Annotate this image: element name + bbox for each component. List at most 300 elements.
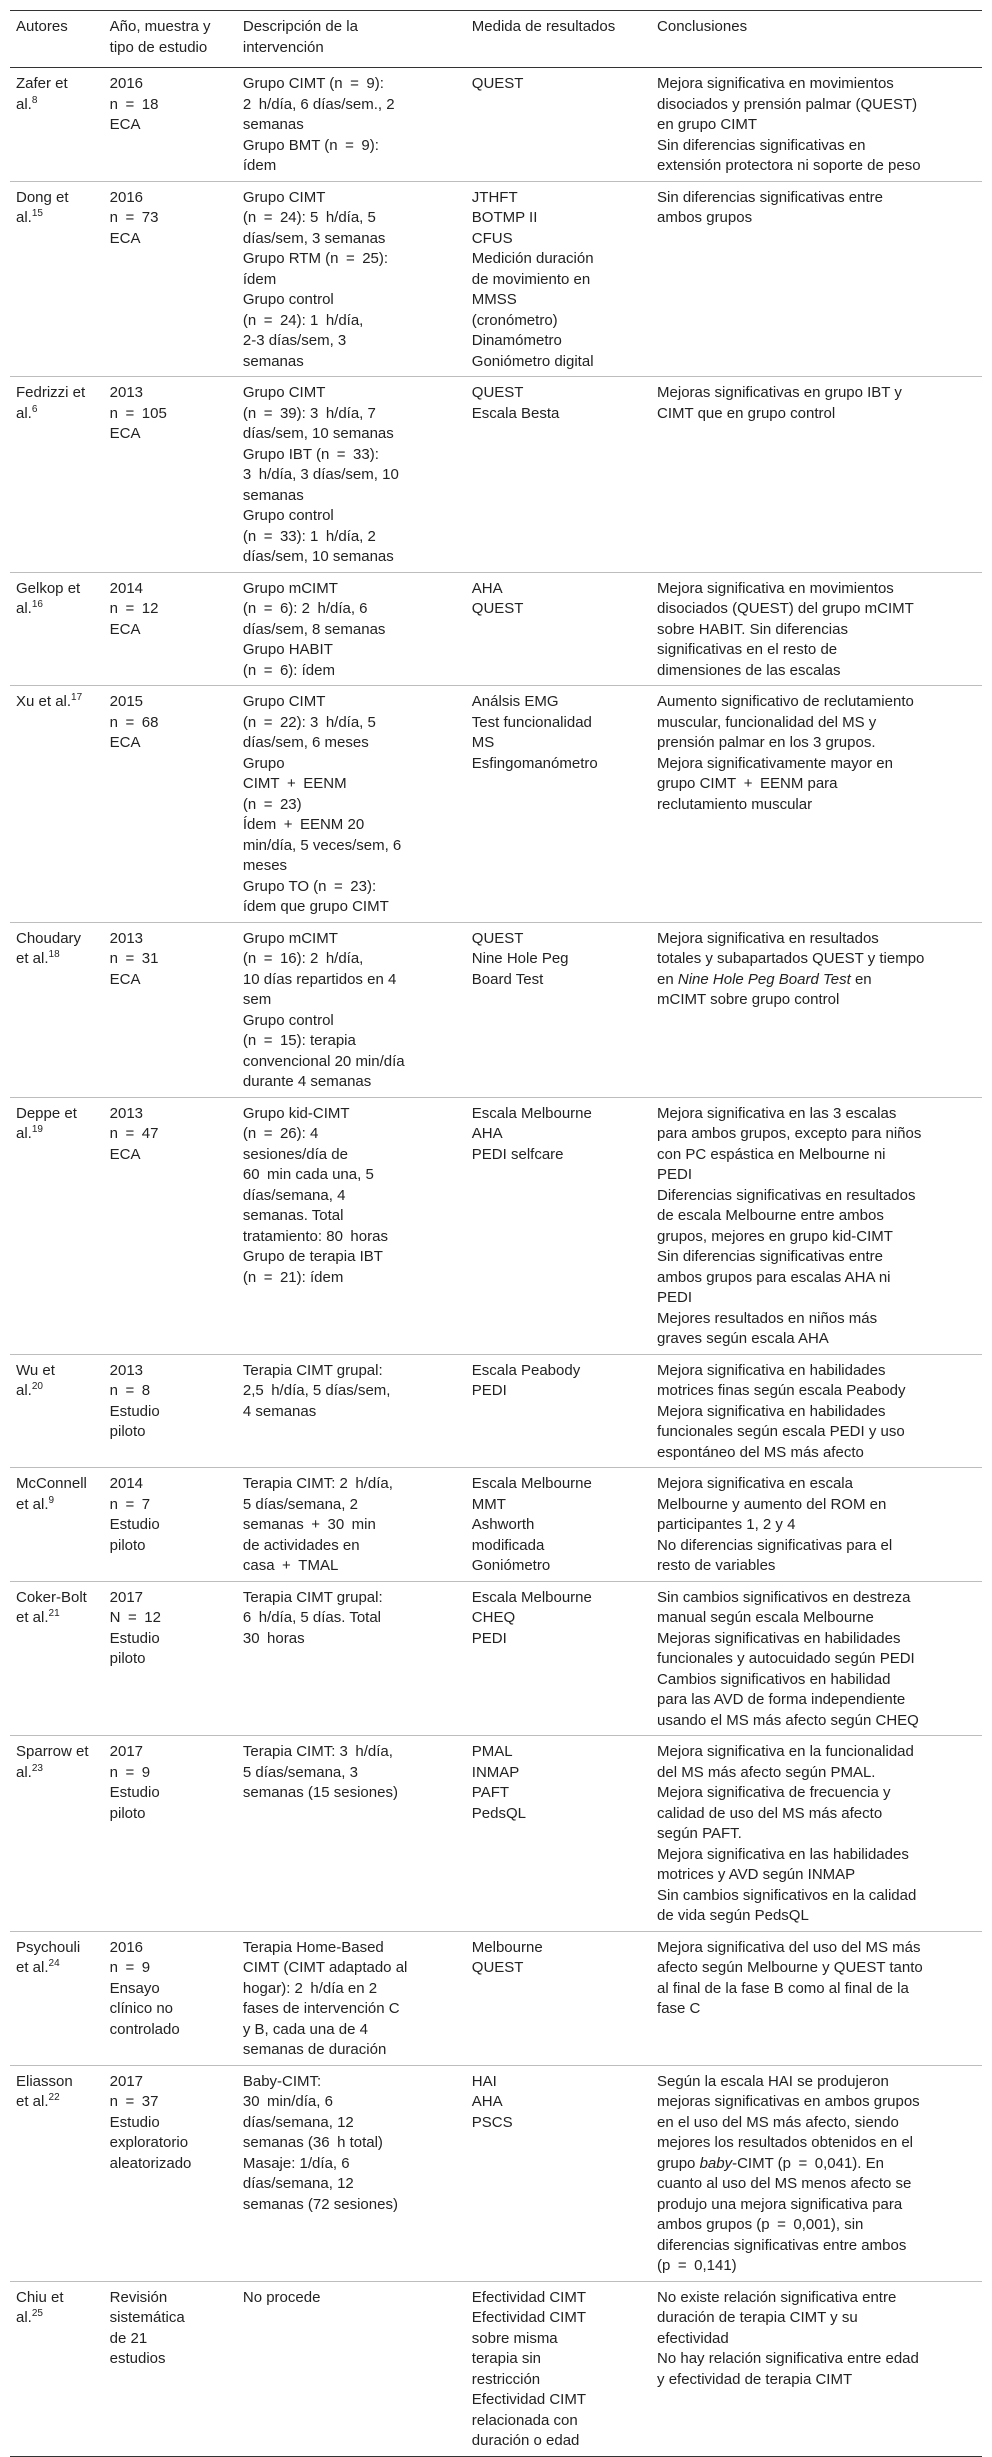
- author-line: [16, 1361, 98, 1382]
- cell-study-line: n = 18: [109, 95, 159, 113]
- reference-superscript: 6: [31, 403, 38, 415]
- cell-study-line: ECA: [109, 1145, 141, 1163]
- cell-conclusions-line: mejores los resultados obtenidos en el: [657, 2134, 914, 2151]
- cell-intervention-line: meses: [242, 857, 288, 874]
- cell-intervention-line: 2,5 h/día, 5 días/sem,: [242, 1382, 391, 1399]
- cell-intervention-line: días/sem, 10 semanas: [242, 548, 394, 565]
- cell-conclusions-line: Mejora significativa en movimientos: [657, 75, 894, 92]
- cell-measures: [466, 686, 651, 923]
- cell-conclusions-line: dimensiones de las escalas: [657, 661, 841, 679]
- cell-study-line: de 21: [109, 2329, 148, 2347]
- cell-author: [10, 1736, 104, 1932]
- table-row: [10, 1581, 982, 1736]
- cell-intervention-line: CIMT + EENM: [242, 775, 347, 792]
- text-fragment: -CIMT (p = 0,041). En: [732, 2154, 884, 2172]
- cell-study-line: Estudio: [109, 1629, 160, 1647]
- cell-intervention-line: Grupo CIMT: [242, 384, 326, 401]
- cell-intervention-line: Baby-CIMT:: [242, 2072, 322, 2090]
- cell-measures-line: Medición duración: [471, 250, 594, 267]
- author-line: [16, 1742, 98, 1763]
- cell-study-line: Estudio: [109, 1784, 160, 1801]
- author-text: et al.: [16, 950, 49, 967]
- cell-conclusions-line: duración de terapia CIMT y su: [657, 2309, 858, 2326]
- cell-conclusions: [651, 1354, 982, 1468]
- cell-conclusions-line: Mejora significativa en resultados: [657, 929, 879, 947]
- cell-intervention-line: días/sem, 3 semanas: [242, 229, 386, 247]
- cell-study-line: n = 105: [109, 404, 167, 422]
- cell-study-line: n = 31: [109, 950, 159, 967]
- header-conclusions: [651, 11, 982, 68]
- author-text: Eliasson: [16, 2072, 73, 2090]
- cell-conclusions-line: según PAFT.: [657, 1825, 742, 1842]
- cell-study-line: n = 8: [109, 1382, 151, 1399]
- cell-intervention-line: Ídem + EENM 20: [242, 816, 365, 833]
- cell-conclusions-line: Mejora significativa del uso del MS más: [657, 1938, 921, 1956]
- cell-author: [10, 1468, 104, 1582]
- cell-measures-line: AHA: [471, 2093, 503, 2110]
- text-fragment: en: [657, 970, 678, 988]
- cell-intervention-line: semanas (72 sesiones): [242, 2195, 398, 2213]
- cell-intervention-line: semanas de duración: [242, 2041, 387, 2058]
- cell-intervention-line: 6 h/día, 5 días. Total: [242, 1609, 382, 1626]
- cell-intervention-line: (n = 21): ídem: [242, 1268, 344, 1286]
- cell-study-line: piloto: [109, 1650, 146, 1667]
- cell-conclusions-line: grupos, mejores en grupo kid-CIMT: [657, 1227, 893, 1245]
- cell-intervention-line: 3 h/día, 3 días/sem, 10: [242, 466, 399, 483]
- cell-conclusions-line: No diferencias significativas para el: [657, 1536, 893, 1554]
- cell-study-line: 2013: [109, 1104, 144, 1122]
- cell-conclusions-line: [657, 2154, 976, 2175]
- cell-intervention-line: Grupo control: [242, 1011, 334, 1029]
- author-text: Wu et: [16, 1361, 55, 1379]
- cell-intervention: [237, 2065, 466, 2281]
- cell-intervention-line: (n = 24): 1 h/día,: [242, 311, 364, 329]
- cell-measures-line: Test funcionalidad: [471, 713, 592, 731]
- cell-measures-line: INMAP: [471, 1763, 520, 1781]
- cell-intervention-line: 2 h/día, 6 días/sem., 2: [242, 95, 395, 113]
- author-line: [16, 2288, 98, 2309]
- cell-measures-line: relacionada con: [471, 2411, 578, 2429]
- cell-conclusions-line: prensión palmar en los 3 grupos.: [657, 734, 876, 751]
- cell-intervention-line: 30 horas: [242, 1629, 305, 1647]
- cell-study-line: ECA: [109, 116, 141, 133]
- cell-conclusions-line: totales y subapartados QUEST y tiempo: [657, 950, 925, 967]
- author-text: Gelkop et: [16, 579, 81, 597]
- cell-conclusions-line: CIMT que en grupo control: [657, 404, 836, 422]
- cell-measures-line: Escala Besta: [471, 404, 560, 422]
- cell-conclusions-line: reclutamiento muscular: [657, 795, 813, 813]
- cell-intervention-line: (n = 24): 5 h/día, 5: [242, 209, 376, 226]
- reference-superscript: 23: [31, 1762, 43, 1774]
- header-line: tipo de estudio: [109, 38, 208, 56]
- cell-intervention-line: (n = 39): 3 h/día, 7: [242, 404, 376, 422]
- cell-conclusions-line: Mejora significativamente mayor en: [657, 754, 893, 772]
- author-line: [16, 1588, 98, 1609]
- cell-intervention-line: Grupo BMT (n = 9):: [242, 136, 379, 154]
- cell-measures-line: QUEST: [471, 384, 524, 401]
- cell-intervention-line: (n = 26): 4: [242, 1125, 319, 1142]
- cell-measures-line: HAI: [471, 2072, 497, 2090]
- cell-measures-line: PedsQL: [471, 1804, 526, 1822]
- header-study: [104, 11, 237, 68]
- cell-intervention-line: min/día, 5 veces/sem, 6: [242, 836, 402, 854]
- cell-intervention-line: Grupo CIMT: [242, 188, 326, 206]
- cell-measures-line: PMAL: [471, 1743, 513, 1760]
- cell-study: [104, 2281, 237, 2456]
- table-row: [10, 68, 982, 182]
- cell-measures: [466, 377, 651, 573]
- cell-measures-line: Efectividad CIMT: [471, 2288, 586, 2306]
- cell-conclusions-line: (p = 0,141): [657, 2257, 737, 2274]
- cell-measures-line: PAFT: [471, 1784, 510, 1801]
- cell-measures: [466, 1931, 651, 2065]
- cell-intervention-line: días/sem, 8 semanas: [242, 620, 386, 638]
- author-line: [16, 74, 98, 95]
- cell-conclusions-line: No existe relación significativa entre: [657, 2288, 897, 2306]
- cell-intervention-line: Terapia CIMT: 3 h/día,: [242, 1743, 393, 1760]
- cell-measures-line: restricción: [471, 2370, 541, 2388]
- author-line: [16, 692, 98, 713]
- reference-superscript: 16: [31, 599, 43, 610]
- cell-conclusions-line: y efectividad de terapia CIMT: [657, 2370, 853, 2388]
- cell-intervention-line: 5 días/semana, 2: [242, 1495, 358, 1513]
- author-text: Deppe et: [16, 1104, 77, 1122]
- cell-conclusions-line: PEDI: [657, 1289, 693, 1306]
- table-row: [10, 686, 982, 923]
- author-line: [16, 2092, 98, 2113]
- cell-study-line: sistemática: [109, 2309, 185, 2326]
- cell-conclusions-line: de vida según PedsQL: [657, 1907, 809, 1924]
- cell-study-line: estudios: [109, 2350, 166, 2367]
- author-line: [16, 1958, 98, 1979]
- cell-measures-line: PSCS: [471, 2113, 513, 2131]
- author-line: [16, 929, 98, 950]
- cell-conclusions-line: participantes 1, 2 y 4: [657, 1516, 796, 1533]
- cell-author: [10, 181, 104, 377]
- cell-author: [10, 2281, 104, 2456]
- cell-conclusions-line: resto de variables: [657, 1557, 776, 1574]
- cell-intervention-line: Grupo de terapia IBT: [242, 1248, 383, 1265]
- cell-intervention-line: semanas (36 h total): [242, 2134, 383, 2151]
- cell-conclusions: [651, 2281, 982, 2456]
- cell-intervention-line: hogar): 2 h/día en 2: [242, 1979, 378, 1997]
- cell-study-line: Estudio: [109, 1516, 160, 1533]
- cell-measures-line: Goniómetro digital: [471, 352, 594, 370]
- cell-measures: [466, 2281, 651, 2456]
- cell-intervention-line: tratamiento: 80 horas: [242, 1227, 388, 1245]
- cell-study: [104, 68, 237, 182]
- cell-measures-line: BOTMP II: [471, 209, 538, 226]
- cell-study-line: 2016: [109, 75, 144, 92]
- author-line: [16, 1938, 98, 1959]
- header-line: Descripción de la: [242, 18, 358, 35]
- cell-intervention-line: Terapia CIMT grupal:: [242, 1361, 383, 1379]
- cell-conclusions-line: ambos grupos para escalas AHA ni: [657, 1268, 891, 1286]
- reference-superscript: 9: [48, 1494, 55, 1506]
- cell-intervention-line: días/sem, 10 semanas: [242, 425, 394, 442]
- cell-conclusions-line: Mejora significativa en la funcionalidad: [657, 1743, 914, 1760]
- cell-conclusions-line: Sin diferencias significativas en: [657, 136, 866, 154]
- cell-intervention-line: 5 días/semana, 3: [242, 1763, 358, 1781]
- cell-conclusions: [651, 1468, 982, 1582]
- cell-study: [104, 572, 237, 686]
- author-line: [16, 949, 98, 970]
- cell-conclusions-line: cuanto al uso del MS menos afecto se: [657, 2175, 912, 2192]
- cell-measures-line: Efectividad CIMT: [471, 2309, 586, 2326]
- reference-superscript: 18: [48, 949, 60, 960]
- cell-conclusions: [651, 922, 982, 1097]
- cell-conclusions-line: disociados y prensión palmar (QUEST): [657, 95, 918, 113]
- cell-study-line: ECA: [109, 229, 141, 247]
- cell-conclusions-line: produjo una mejora significativa para: [657, 2195, 903, 2213]
- cell-author: [10, 1581, 104, 1736]
- cell-intervention: [237, 68, 466, 182]
- reference-superscript: 20: [31, 1381, 43, 1392]
- cell-study-line: piloto: [109, 1536, 146, 1554]
- cell-conclusions-line: afecto según Melbourne y QUEST tanto: [657, 1959, 923, 1976]
- cell-conclusions-line: de escala Melbourne entre ambos: [657, 1207, 884, 1224]
- cell-study-line: n = 12: [109, 600, 159, 617]
- cell-conclusions-line: calidad de uso del MS más afecto: [657, 1804, 883, 1822]
- cell-intervention-line: durante 4 semanas: [242, 1073, 372, 1090]
- cell-study-line: 2015: [109, 693, 144, 710]
- cell-study-line: 2013: [109, 1361, 144, 1379]
- author-text: al.: [16, 1382, 32, 1399]
- cell-study: [104, 686, 237, 923]
- cell-author: [10, 377, 104, 573]
- cell-intervention: [237, 1736, 466, 1932]
- table-row: [10, 377, 982, 573]
- cell-conclusions-line: Melbourne y aumento del ROM en: [657, 1495, 887, 1513]
- cell-study-line: 2017: [109, 1743, 144, 1760]
- cell-study-line: 2017: [109, 1588, 144, 1606]
- cell-conclusions-line: fase C: [657, 2000, 701, 2017]
- cell-study-line: clínico no: [109, 2000, 174, 2017]
- reference-superscript: 24: [48, 1958, 60, 1969]
- cell-conclusions-line: Mejora significativa en habilidades: [657, 1361, 886, 1379]
- cell-measures: [466, 922, 651, 1097]
- author-line: [16, 2308, 98, 2329]
- cell-conclusions-line: espontáneo del MS más afecto: [657, 1443, 864, 1461]
- cell-intervention-line: casa + TMAL: [242, 1557, 339, 1574]
- cell-conclusions-line: con PC espástica en Melbourne ni: [657, 1145, 886, 1163]
- author-text: al.: [16, 2309, 32, 2326]
- cell-measures-line: Escala Melbourne: [471, 1104, 592, 1122]
- cell-study: [104, 1097, 237, 1354]
- cell-measures-line: Dinamómetro: [471, 332, 562, 349]
- cell-conclusions-line: significativas en el resto de: [657, 641, 838, 658]
- author-text: et al.: [16, 1609, 49, 1626]
- author-text: al.: [16, 1125, 32, 1142]
- cell-intervention: [237, 1581, 466, 1736]
- cell-measures-line: JTHFT: [471, 188, 518, 206]
- cell-intervention-line: de actividades en: [242, 1536, 360, 1554]
- cell-study-line: exploratorio: [109, 2134, 189, 2151]
- cell-conclusions: [651, 377, 982, 573]
- author-text: Chiu et: [16, 2288, 64, 2306]
- cell-intervention-line: (n = 33): 1 h/día, 2: [242, 527, 376, 545]
- cell-study: [104, 1736, 237, 1932]
- author-line: [16, 95, 98, 116]
- cell-study-line: Revisión: [109, 2288, 168, 2306]
- author-line: [16, 1104, 98, 1125]
- header-row: [10, 11, 982, 68]
- author-line: [16, 1381, 98, 1402]
- cell-study-line: 2013: [109, 929, 144, 947]
- cell-study-line: n = 37: [109, 2093, 159, 2110]
- cell-author: [10, 572, 104, 686]
- cell-intervention-line: días/sem, 6 meses: [242, 734, 369, 751]
- author-text: Psychouli: [16, 1938, 81, 1956]
- cell-conclusions-line: Mejora significativa en escala: [657, 1475, 853, 1492]
- studies-table: [10, 10, 982, 2457]
- cell-study: [104, 181, 237, 377]
- text-fragment: en: [850, 970, 872, 988]
- author-text: et al.: [16, 1959, 49, 1976]
- cell-study-line: ECA: [109, 970, 141, 988]
- cell-conclusions-line: Cambios significativos en habilidad: [657, 1670, 891, 1688]
- cell-conclusions: [651, 181, 982, 377]
- cell-measures-line: Nine Hole Peg: [471, 950, 569, 967]
- cell-intervention-line: ídem que grupo CIMT: [242, 898, 389, 915]
- reference-superscript: 17: [71, 692, 83, 703]
- cell-conclusions-line: Mejora significativa en habilidades: [657, 1402, 886, 1420]
- cell-author: [10, 68, 104, 182]
- cell-study-line: piloto: [109, 1804, 146, 1822]
- cell-conclusions-line: disociados (QUEST) del grupo mCIMT: [657, 600, 914, 617]
- cell-conclusions-line: usando el MS más afecto según CHEQ: [657, 1711, 919, 1729]
- cell-conclusions-line: motrices y AVD según INMAP: [657, 1866, 856, 1883]
- author-text: al.: [16, 209, 32, 226]
- table-row: [10, 1931, 982, 2065]
- cell-measures-line: QUEST: [471, 75, 524, 92]
- cell-study-line: 2016: [109, 188, 144, 206]
- cell-conclusions-line: Mejores resultados en niños más: [657, 1309, 878, 1327]
- cell-conclusions-line: ambos grupos: [657, 209, 753, 226]
- author-text: et al.: [16, 1495, 49, 1513]
- cell-study: [104, 922, 237, 1097]
- cell-measures: [466, 68, 651, 182]
- cell-intervention-line: ídem: [242, 157, 277, 174]
- header-line: Año, muestra y: [109, 18, 211, 35]
- author-text: McConnell: [16, 1475, 87, 1492]
- cell-intervention-line: semanas. Total: [242, 1207, 344, 1224]
- cell-conclusions-line: Según la escala HAI se produjeron: [657, 2072, 889, 2090]
- reference-superscript: 22: [48, 2092, 60, 2103]
- cell-study: [104, 1354, 237, 1468]
- cell-intervention: [237, 1931, 466, 2065]
- header-line: Medida de resultados: [471, 18, 616, 35]
- cell-conclusions-line: funcionales según escala PEDI y uso: [657, 1423, 905, 1440]
- cell-conclusions-line: Diferencias significativas en resultados: [657, 1186, 916, 1204]
- cell-intervention-line: Grupo mCIMT: [242, 929, 338, 947]
- author-text: Sparrow et: [16, 1743, 89, 1760]
- cell-intervention-line: fases de intervención C: [242, 2000, 400, 2017]
- cell-study-line: ECA: [109, 734, 141, 751]
- cell-conclusions-line: Sin cambios significativos en destreza: [657, 1588, 911, 1606]
- cell-measures-line: PEDI: [471, 1629, 507, 1647]
- cell-study: [104, 2065, 237, 2281]
- author-line: [16, 383, 98, 404]
- cell-intervention-line: Grupo mCIMT: [242, 579, 338, 597]
- cell-conclusions: [651, 1097, 982, 1354]
- author-text: Fedrizzi et: [16, 384, 86, 401]
- author-line: [16, 188, 98, 209]
- cell-conclusions-line: mCIMT sobre grupo control: [657, 991, 840, 1008]
- cell-intervention: [237, 572, 466, 686]
- cell-intervention-line: semanas: [242, 352, 304, 370]
- cell-conclusions-line: al final de la fase B como al final de la: [657, 1979, 909, 1997]
- cell-conclusions-line: Mejora significativa en las habilidades: [657, 1845, 909, 1863]
- cell-measures-line: Escala Melbourne: [471, 1475, 592, 1492]
- cell-conclusions-line: mejoras significativas en ambos grupos: [657, 2093, 920, 2110]
- cell-intervention-line: Grupo: [242, 754, 285, 772]
- cell-conclusions-line: Mejoras significativas en habilidades: [657, 1629, 901, 1647]
- header-authors: [10, 11, 104, 68]
- cell-intervention-line: Grupo IBT (n = 33):: [242, 445, 379, 463]
- cell-conclusions-line: graves según escala AHA: [657, 1330, 829, 1347]
- cell-author: [10, 1931, 104, 2065]
- author-text: et al.: [16, 2093, 49, 2110]
- cell-conclusions-line: Mejora significativa en las 3 escalas: [657, 1104, 897, 1122]
- cell-intervention: [237, 686, 466, 923]
- cell-measures-line: Efectividad CIMT: [471, 2391, 586, 2408]
- cell-intervention-line: Terapia Home-Based: [242, 1938, 384, 1956]
- reference-superscript: 15: [31, 208, 43, 219]
- cell-intervention-line: 2-3 días/sem, 3: [242, 332, 347, 349]
- cell-measures: [466, 1354, 651, 1468]
- cell-intervention-line: Grupo control: [242, 507, 334, 524]
- cell-measures: [466, 2065, 651, 2281]
- cell-intervention: [237, 1354, 466, 1468]
- header-intervention: [237, 11, 466, 68]
- cell-conclusions-line: Mejoras significativas en grupo IBT y: [657, 384, 902, 401]
- cell-conclusions: [651, 68, 982, 182]
- cell-conclusions-line: PEDI: [657, 1166, 693, 1183]
- cell-intervention-line: ídem: [242, 270, 277, 288]
- cell-conclusions-line: efectividad: [657, 2329, 729, 2347]
- cell-measures-line: sobre misma: [471, 2329, 558, 2347]
- cell-conclusions-line: Mejora significativa de frecuencia y: [657, 1784, 891, 1801]
- cell-conclusions-line: Mejora significativa en movimientos: [657, 579, 894, 597]
- author-line: [16, 404, 98, 425]
- cell-intervention: [237, 922, 466, 1097]
- cell-conclusions-line: motrices finas según escala Peabody: [657, 1382, 906, 1399]
- cell-measures: [466, 1736, 651, 1932]
- author-line: [16, 599, 98, 620]
- cell-intervention-line: Terapia CIMT grupal:: [242, 1588, 383, 1606]
- cell-study-line: Ensayo: [109, 1979, 160, 1997]
- cell-intervention: [237, 181, 466, 377]
- cell-intervention-line: Grupo control: [242, 291, 334, 308]
- cell-intervention-line: Grupo TO (n = 23):: [242, 877, 377, 895]
- cell-measures-line: Escala Melbourne: [471, 1588, 592, 1606]
- author-text: al.: [16, 1763, 32, 1781]
- cell-measures-line: Goniómetro: [471, 1557, 551, 1574]
- cell-intervention-line: (n = 6): 2 h/día, 6: [242, 600, 368, 617]
- cell-study: [104, 1581, 237, 1736]
- cell-intervention-line: sesiones/día de: [242, 1145, 348, 1163]
- cell-measures-line: MMT: [471, 1495, 506, 1513]
- cell-author: [10, 922, 104, 1097]
- cell-conclusions-line: ambos grupos (p = 0,001), sin: [657, 2216, 864, 2233]
- cell-intervention-line: (n = 22): 3 h/día, 5: [242, 713, 376, 731]
- cell-measures: [466, 572, 651, 686]
- cell-conclusions: [651, 1931, 982, 2065]
- cell-measures: [466, 1097, 651, 1354]
- cell-study-line: n = 7: [109, 1495, 151, 1513]
- table-row: [10, 2065, 982, 2281]
